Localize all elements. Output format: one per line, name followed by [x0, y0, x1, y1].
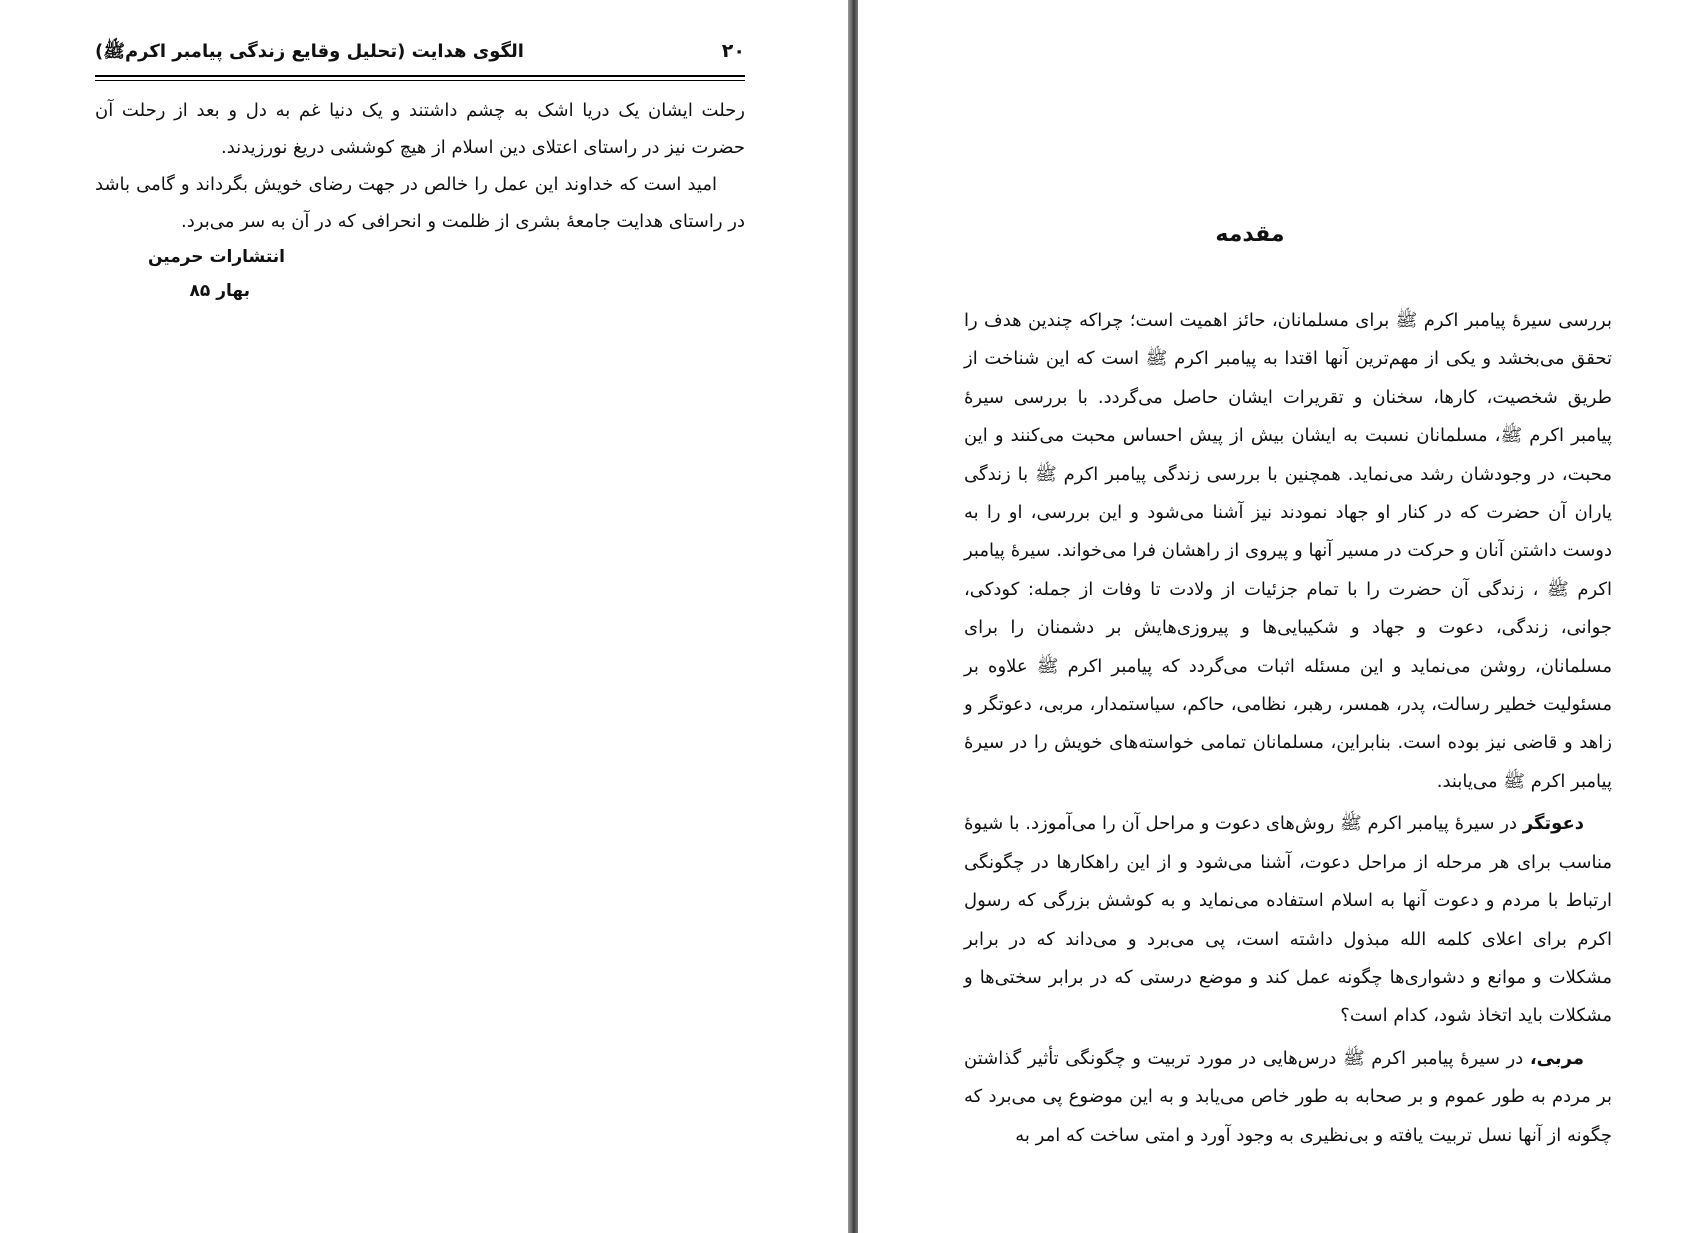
page-number: ۲۰: [721, 40, 745, 62]
right-body-text: [964, 302, 1612, 1159]
section-heading: مقدمه: [1215, 222, 1285, 247]
running-header: [95, 40, 745, 68]
publish-date: بهار ۸۵: [189, 281, 250, 301]
right-paragraph-3: [964, 1040, 1612, 1155]
book-spine: [848, 0, 858, 1233]
left-page: [0, 0, 848, 1233]
right-paragraph-2: [964, 805, 1612, 1035]
right-paragraph-1: بررسی سیرۀ پیامبر اکرم ﷺ برای مسلمانان، حائز اهمیت است؛ چراکه چندین هدف را تحقق می‌بخشد و یکی از مهم‌ترین آنها اقتدا به پیامبر اکرم ﷺ است که این شناخت از طریق شخصیت، کارها، سخنان و تقریرات ایشان حاصل می‌گردد. با بررسی سیرۀ پیامبر اکرم ﷺ، مسلمانان نسبت به ایشان بیش از پیش احساس محبت می‌کنند و این محبت، در وجودشان رشد می‌نماید. همچنین با بررسی زندگی پیامبر اکرم ﷺ با زندگی یاران آن حضرت که در کنار او جهاد نمودند نیز آشنا می‌شود و این بررسی، او را به دوست داشتن آنان و حرکت در مسیر آنها و پیروی از راهشان فرا می‌خواند. سیرۀ پیامبر اکرم ﷺ ، زندگی آن حضرت را با تمام جزئیات از ولادت تا وفات از جمله: کودکی، جوانی، زندگی، دعوت و جهاد و شکیبایی‌ها و پیروزی‌هایش بر دشمنان را برای مسلمانان، روشن می‌نماید و این مسئله اثبات می‌گردد که پیامبر اکرم ﷺ علاوه بر مسئولیت خطیر رسالت، پدر، همسر، رهبر، نظامی، حاکم، سیاستمدار، مربی، دعوتگر و زاهد و قاضی نیز بوده است. بنابراین، مسلمانان تمامی خواسته‌های خویش را در سیرۀ پیامبر اکرم ﷺ می‌یابند.: [964, 310, 1612, 792]
left-body-text: [95, 92, 745, 240]
header-rule-thin: [95, 80, 745, 81]
publisher-signature: [145, 240, 285, 308]
running-title: الگوی هدایت (تحلیل وقایع زندگی پیامبر اکرمﷺ): [95, 41, 524, 62]
publisher-name: انتشارات حرمین: [147, 247, 285, 267]
term-morabbi: مربی،: [1529, 1047, 1584, 1069]
right-paragraph-3-text: در سیرۀ پیامبر اکرم ﷺ درس‌هایی در مورد تربیت و چگونگی تأثیر گذاشتن بر مردم به طور عموم و بر صحابه به طور خاص می‌یابد و به این موضوع پی می‌برد که چگونه از آنها نسل تربیت یافته و بی‌نظیری به وجود آورد و امتی ساخت که امر به: [964, 1047, 1612, 1146]
term-davatgar: دعوتگر: [1522, 813, 1584, 835]
header-rule-thick: [95, 75, 745, 77]
right-paragraph-2-text: در سیرۀ پیامبر اکرم ﷺ روش‌های دعوت و مراحل آن را می‌آموزد. با شیوۀ مناسب برای هر مرحله از مراحل دعوت، آشنا می‌شود و از این راهکارها در چگونگی ارتباط با مردم و دعوت آنها به اسلام استفاده می‌نماید و به کوشش بزرگی که رسول اکرم برای اعلای کلمه الله مبذول داشته است، پی می‌برد و می‌داند که در برابر مشکلات و موانع و دشواری‌ها چگونه عمل کند و موضع درستی که در برابر سختی‌ها و مشکلات باید اتخاذ شود، کدام است؟: [964, 813, 1612, 1027]
left-paragraph-1: رحلت ایشان یک دریا اشک به چشم داشتند و یک دنیا غم به دل و بعد از رحلت آن حضرت نیز در راستای اعتلای دین اسلام از هیچ کوششی دریغ نورزیدند.: [95, 100, 745, 158]
left-paragraph-2: امید است که خداوند این عمل را خالص در جهت رضای خویش بگرداند و گامی باشد در راستای هدایت جامعۀ بشری از ظلمت و انحرافی که در آن به سر می‌برد.: [95, 174, 745, 232]
